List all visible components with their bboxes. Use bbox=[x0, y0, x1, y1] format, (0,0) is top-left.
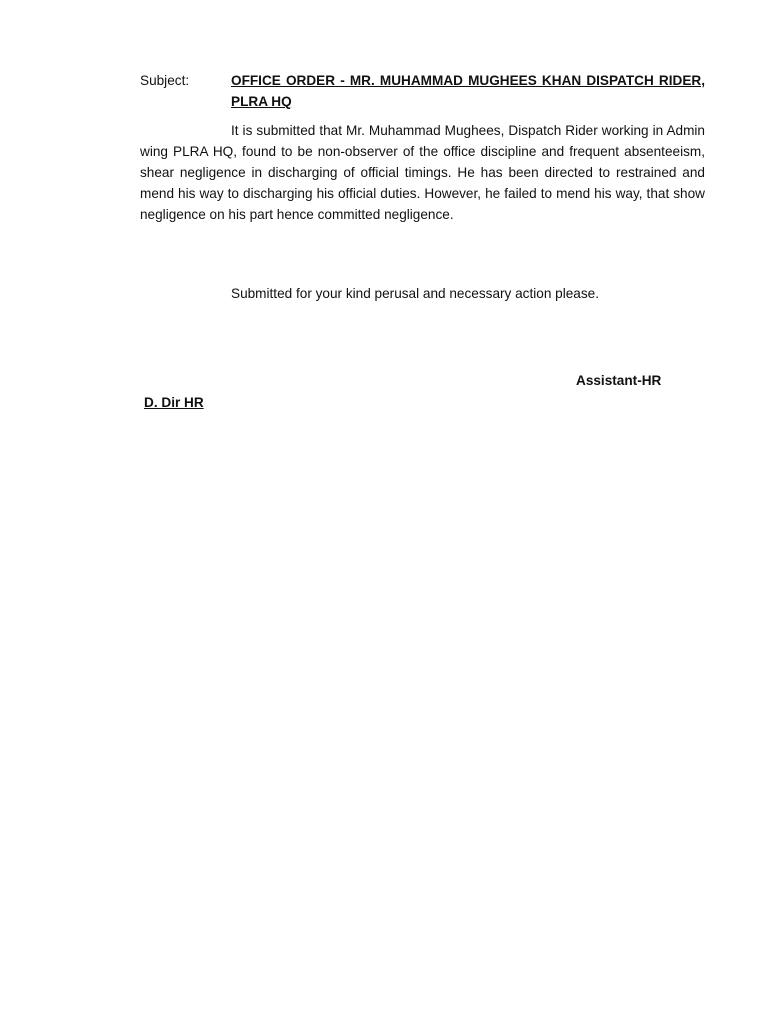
subject-label: Subject: bbox=[140, 73, 190, 88]
subject-row bbox=[140, 70, 705, 112]
signature-assistant-hr: Assistant-HR bbox=[576, 373, 662, 388]
addressee-d-dir-hr: D. Dir HR bbox=[144, 395, 204, 410]
subject-heading: OFFICE ORDER - MR. MUHAMMAD MUGHEES KHAN DISPATCH RIDER, PLRA HQ bbox=[231, 73, 705, 109]
body-paragraph-2: Submitted for your kind perusal and necessary action please. bbox=[231, 286, 599, 301]
body-paragraph-1: It is submitted that Mr. Muhammad Mughees, Dispatch Rider working in Admin wing PLRA HQ, found to be non-observer of the office discipline and frequent absenteeism, shear negligence in discharging of official timings. He has been directed to restrained and mend his way to discharging his official duties. However, he failed to mend his way, that show negligence on his part hence committed negligence. bbox=[140, 123, 705, 222]
